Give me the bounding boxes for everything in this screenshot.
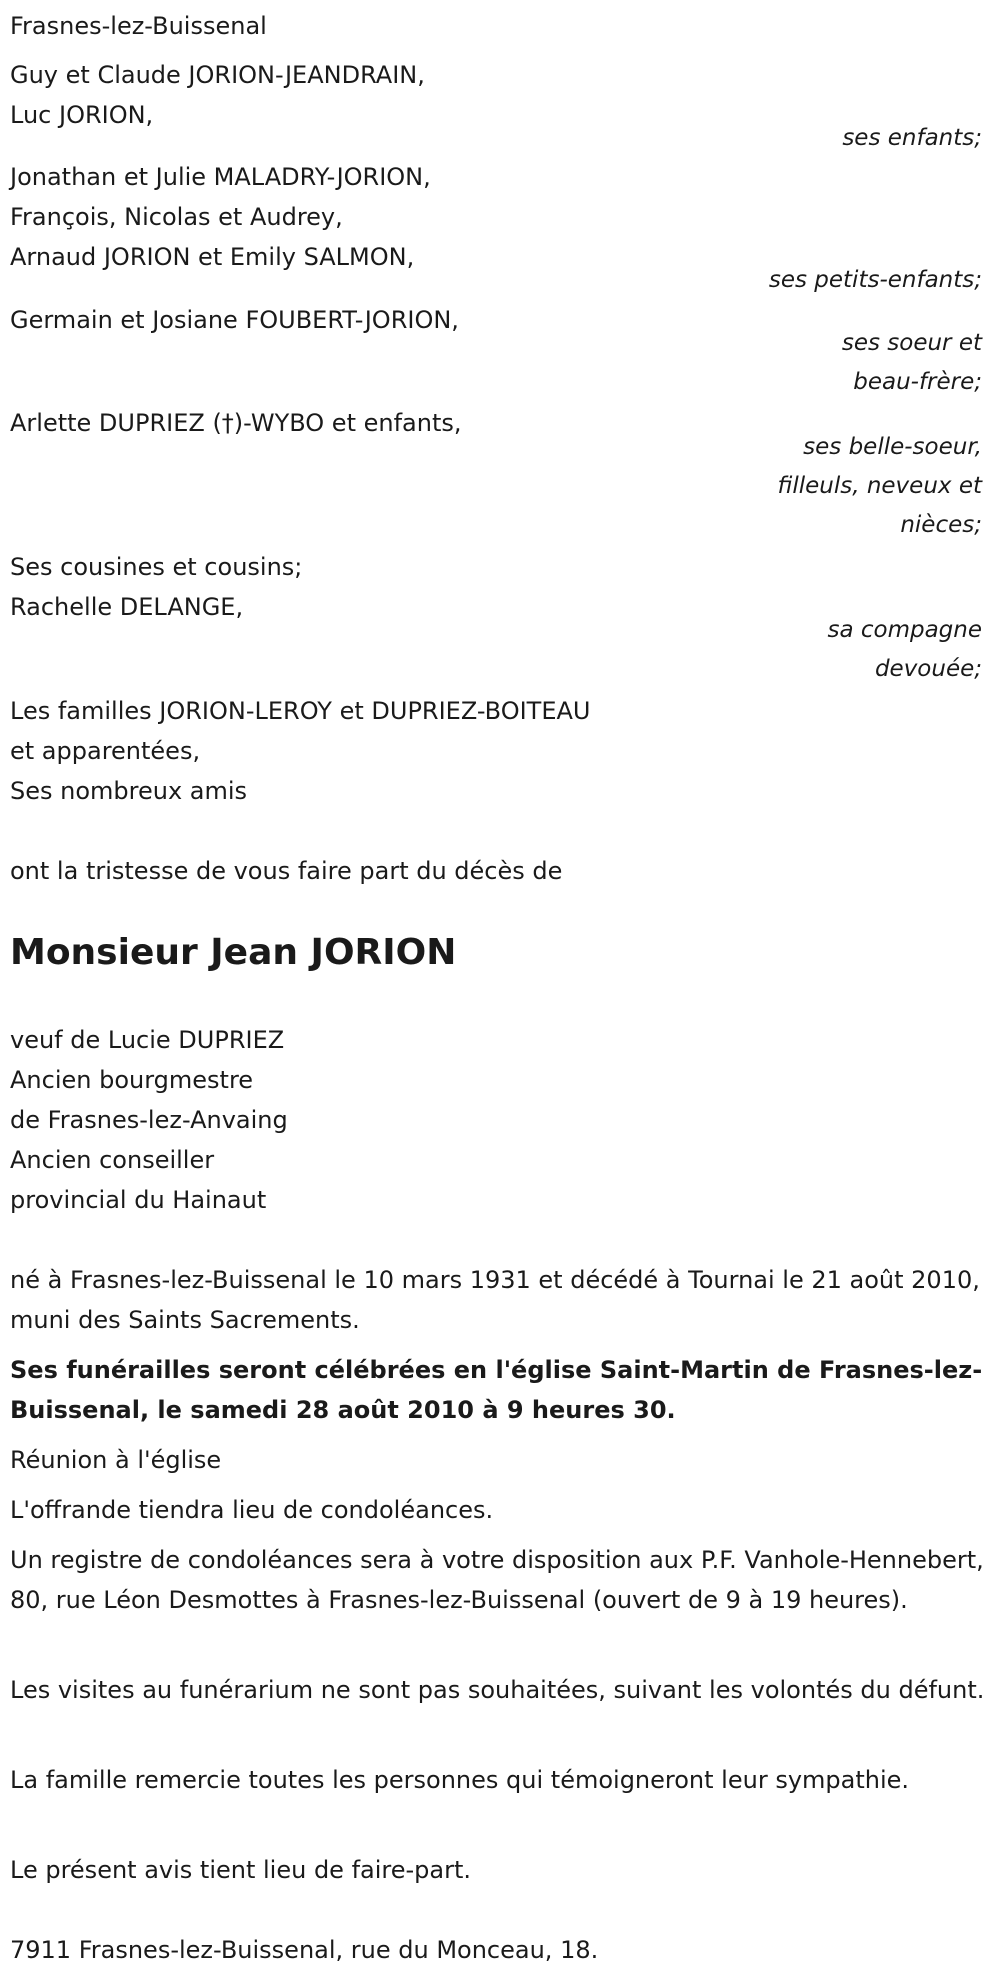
title-line-2: Ancien bourgmestre	[10, 1066, 254, 1094]
cousins-line: Ses cousines et cousins;	[10, 553, 303, 581]
title-line-3: de Frasnes-lez-Anvaing	[10, 1106, 288, 1134]
birth-death-paragraph: né à Frasnes-lez-Buissenal le 10 mars 1931 et décédé à Tournai le 21 août 2010, muni des Saints Sacrements.	[10, 1266, 980, 1334]
children-relation: ses enfants;	[842, 125, 982, 151]
companion-relation-2: devouée;	[874, 656, 982, 682]
grandchildren-name-2: François, Nicolas et Audrey,	[10, 203, 343, 231]
sibling-relation-1: ses soeur et	[841, 330, 982, 356]
children-name-1: Guy et Claude JORION-JEANDRAIN,	[10, 61, 425, 89]
address-line: 7911 Frasnes-lez-Buissenal, rue du Monceau, 18.	[10, 1936, 599, 1964]
title-line-4: Ancien conseiller	[10, 1146, 215, 1174]
sister-in-law-relation-2: filleuls, neveux et	[777, 473, 982, 499]
sister-in-law-name: Arlette DUPRIEZ (†)-WYBO et enfants,	[10, 409, 462, 437]
sister-in-law-relation-3: nièces;	[900, 512, 982, 538]
families-line-1: Les familles JORION-LEROY et DUPRIEZ-BOITEAU	[10, 697, 591, 725]
sister-in-law-relation-1: ses belle-soeur,	[803, 434, 982, 460]
sibling-relation-2: beau-frère;	[853, 369, 982, 395]
sibling-names: Germain et Josiane FOUBERT-JORION,	[10, 306, 459, 334]
title-line-5: provincial du Hainaut	[10, 1186, 267, 1214]
families-line-3: Ses nombreux amis	[10, 777, 248, 805]
companion-name: Rachelle DELANGE,	[10, 593, 244, 621]
announcement-text: ont la tristesse de vous faire part du décès de	[10, 857, 563, 885]
meeting-paragraph: Réunion à l'église	[10, 1446, 222, 1474]
grandchildren-name-3: Arnaud JORION et Emily SALMON,	[10, 243, 415, 271]
deceased-name: Monsieur Jean JORION	[10, 932, 457, 973]
funeral-paragraph: Ses funérailles seront célébrées en l'église Saint-Martin de Frasnes-lez-Buissenal, le samedi 28 août 2010 à 9 heures 30.	[10, 1356, 983, 1424]
notice-paragraph: Le présent avis tient lieu de faire-part.	[10, 1856, 472, 1884]
offering-paragraph: L'offrande tiendra lieu de condoléances.	[10, 1496, 494, 1524]
register-paragraph: Un registre de condoléances sera à votre disposition aux P.F. Vanhole-Hennebert, 80, rue Léon Desmottes à Frasnes-lez-Buissenal (ouvert de 9 à 19 heures).	[10, 1546, 984, 1614]
thanks-paragraph: La famille remercie toutes les personnes qui témoigneront leur sympathie.	[10, 1766, 910, 1794]
grandchildren-name-1: Jonathan et Julie MALADRY-JORION,	[10, 163, 431, 191]
visits-paragraph: Les visites au funérarium ne sont pas souhaitées, suivant les volontés du défunt.	[10, 1676, 985, 1704]
companion-relation-1: sa compagne	[827, 617, 982, 643]
title-line-1: veuf de Lucie DUPRIEZ	[10, 1026, 285, 1054]
heading-place: Frasnes-lez-Buissenal	[10, 12, 267, 40]
families-line-2: et apparentées,	[10, 737, 201, 765]
grandchildren-relation: ses petits-enfants;	[768, 267, 982, 293]
children-name-2: Luc JORION,	[10, 101, 154, 129]
